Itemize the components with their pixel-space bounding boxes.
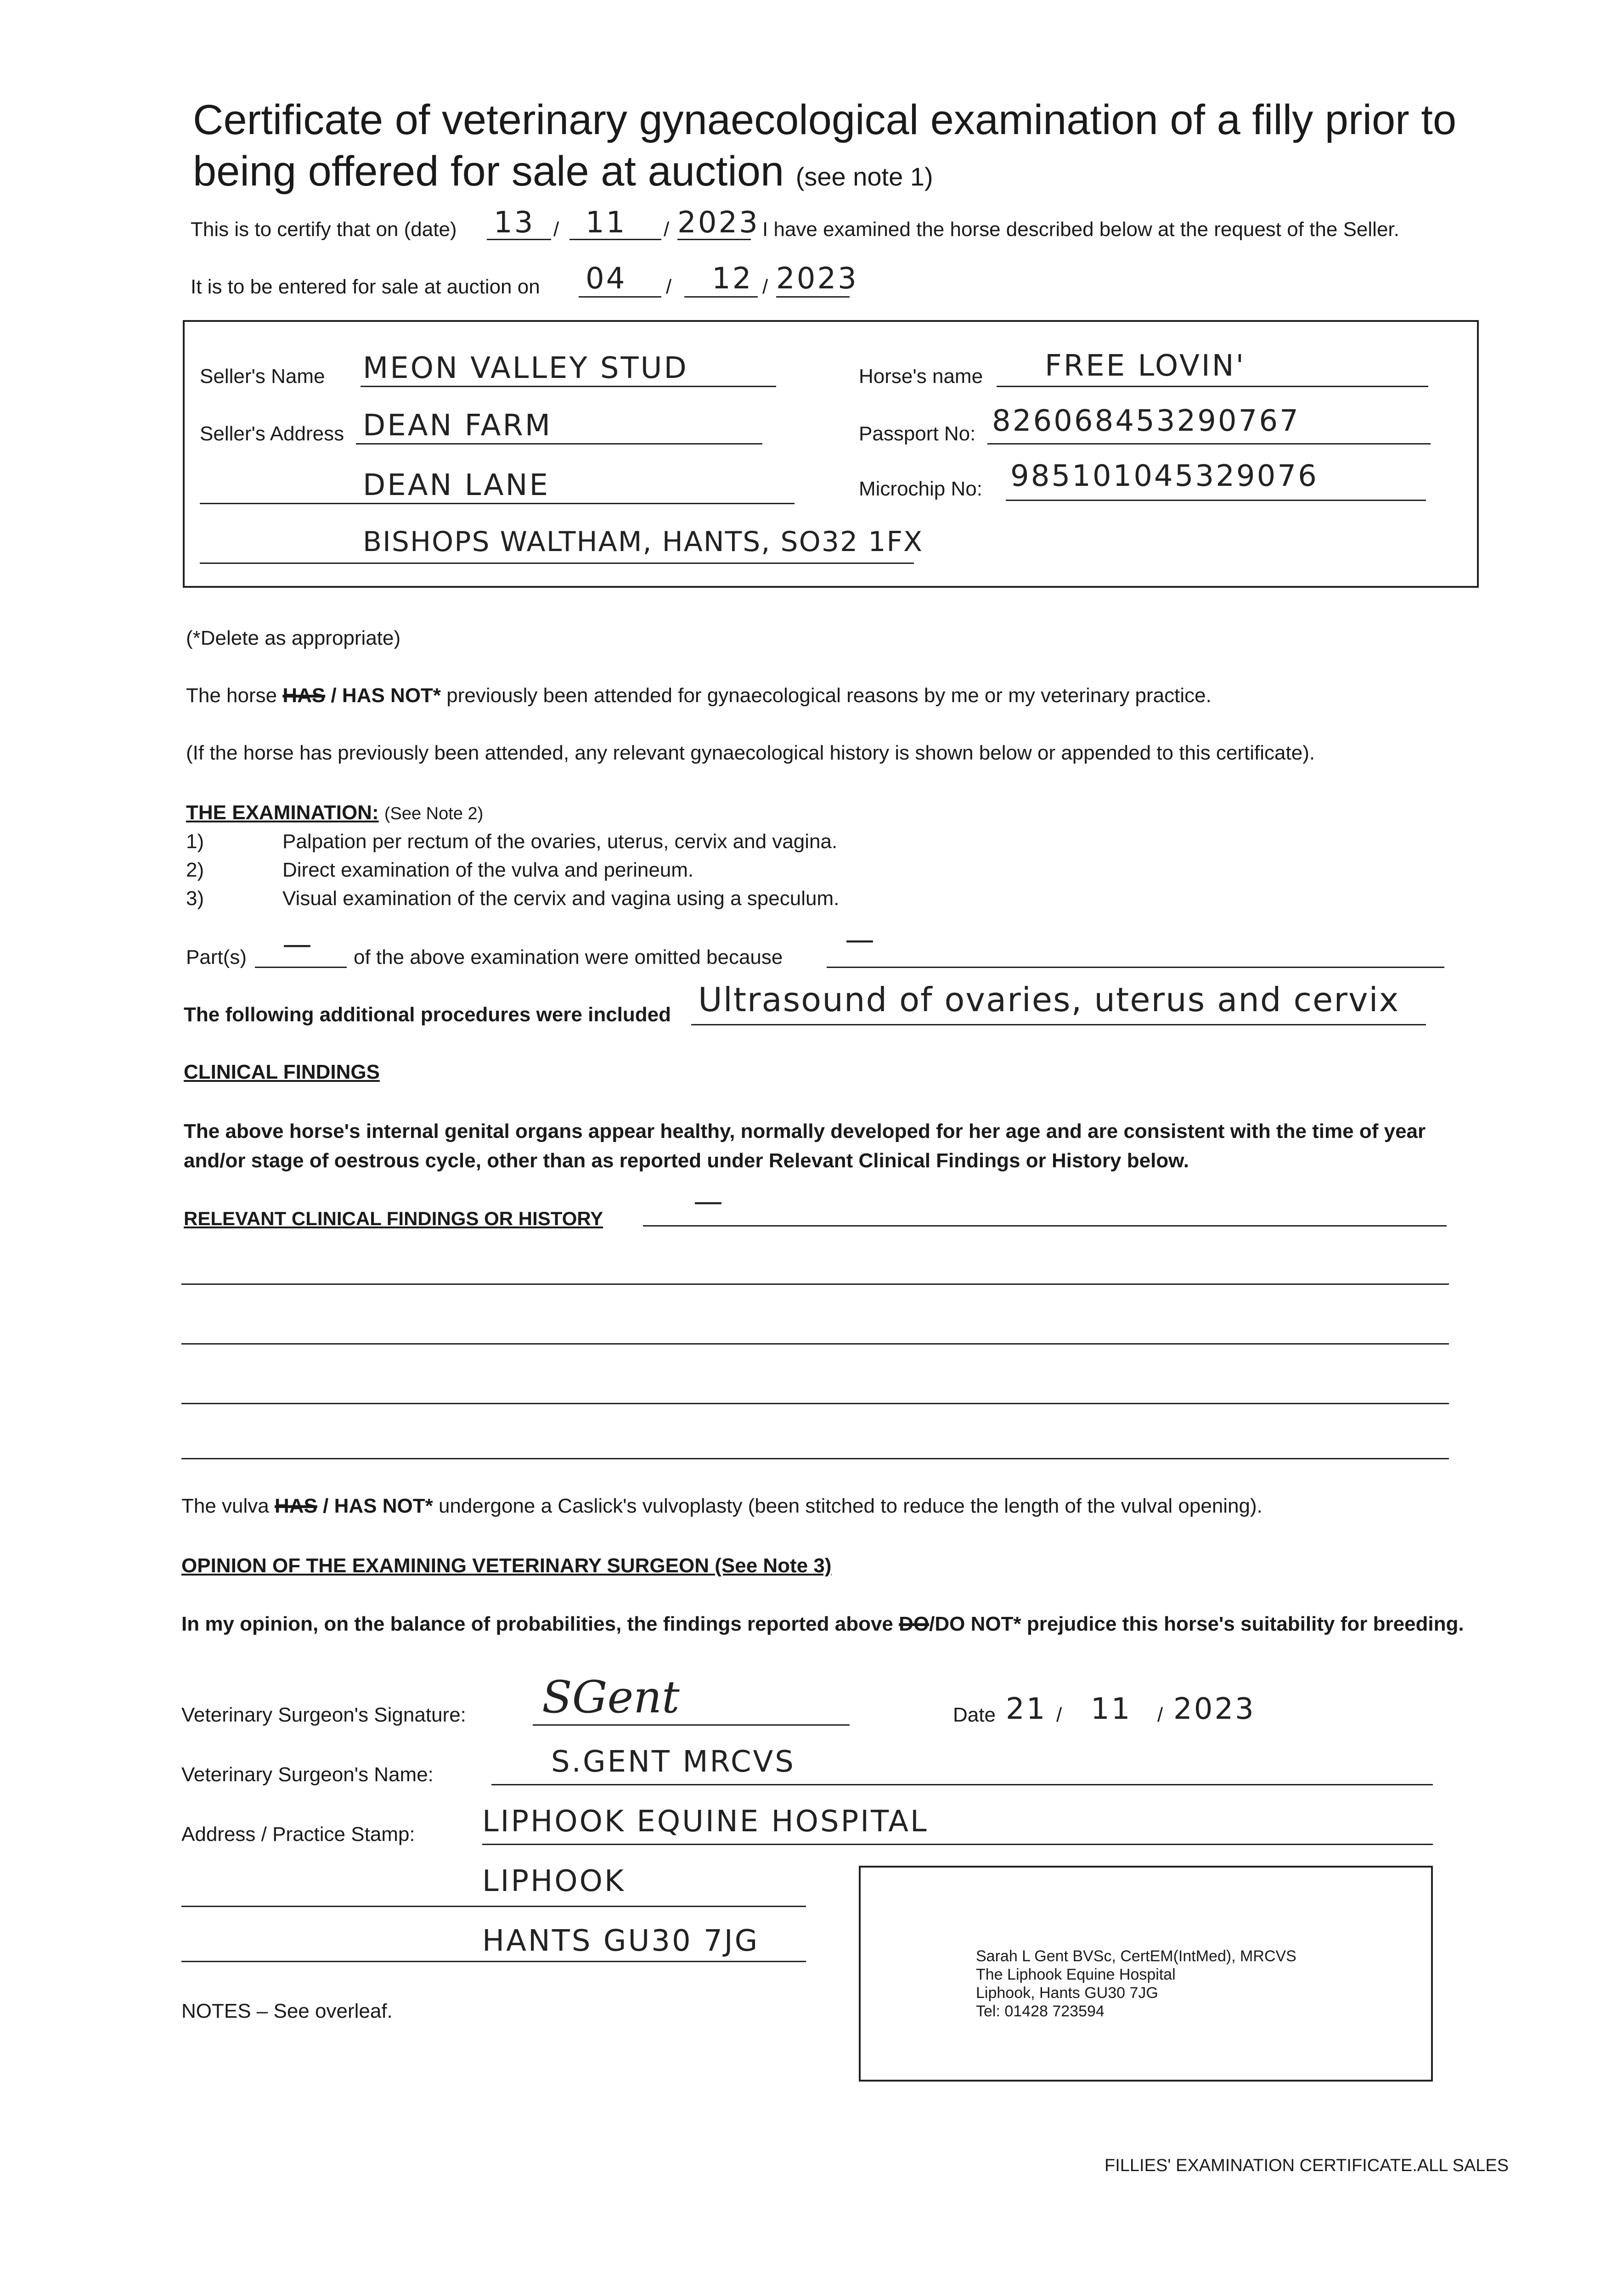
microchip-number: 985101045329076 <box>1010 459 1319 493</box>
relevant-value: — <box>693 1185 725 1219</box>
surgeon-name-label: Veterinary Surgeon's Name: <box>181 1763 434 1786</box>
certify-year: 2023 <box>677 206 760 240</box>
exam-item-3-num: 3) <box>186 887 204 910</box>
certificate-page: Certificate of veterinary gynaecological examination of a filly prior to being offered for sale at auction (see note 1) This is to certify that on (date) 13 / 11 / 2023 I have examined the horse described below at the request of the Seller. It is to be entered for sale at auction on 04 / 12 / 2023 Seller's Name MEON VALLEY STUD Seller's Address DEAN FARM DEAN LANE BISHOPS WALTHAM, HANTS, SO32 1FX Horse's name FREE LOVIN' Passport No: 826068453290767 Microchip No: 985101045329076 (*Delete as appropriate) The horse HAS / HAS NOT* previously been attended for gynaecological reasons by me or my veterinary practice. (If the horse has previously been attended, any relevant gynaecological history is shown below or appended to this certificate). THE EXAMINATION: (See Note 2) 1) Palpation per rectum of the ovaries, uterus, cervix and vagina. 2) Direct examination of the vulva and perineum. 3) Visual examination of the cervix and vagina using a speculum. Part(s) — of the above examination were omitted because — The following additional procedures were included Ultrasound of ovaries, uterus and cervix CLINICAL FINDINGS The above horse's internal genital organs appear healthy, normally developed for her age and are consistent with the time of year and/or stage of oestrous cycle, other than as reported under Relevant Clinical Findings or History below. RELEVANT CLINICAL FINDINGS OR HISTORY — The vulva HAS / HAS NOT* undergone a Caslick's vulvoplasty (been stitched to reduce the length of the vulval opening). OPINION OF THE EXAMINING VETERINARY SURGEON (See Note 3) In my opinion, on the balance of probabilities, the findings reported above DO/DO NOT* prejudice this horse's suitability for breeding. Veterinary Surgeon's Signature: SGent Date 21 / 11 / 2023 Veterinary Surgeon's Name: S.GENT MRCVS Address / Practice Stamp: LIPHOOK EQUINE HOSPITAL LIPHOOK HANTS GU30 7JG Sarah L Gent BVSc, CertEM(IntMed), MRCVS The Liphook Equine Hospital Liphook, Hants GU30 7JG Tel: 01428 723594 NOTES – See overleaf. FILLIES' EXAMINATION CERTIFICATE.ALL SALES <box>0 0 1623 2296</box>
opinion-suffix: prejudice this horse's suitability for breeding. <box>1026 1613 1464 1635</box>
findings-line-2 <box>181 1343 1449 1345</box>
footer-text: FILLIES' EXAMINATION CERTIFICATE.ALL SALES <box>1105 2156 1509 2175</box>
seller-name: MEON VALLEY STUD <box>363 351 688 385</box>
omitted-prefix: Part(s) <box>186 946 247 968</box>
auction-day: 04 <box>586 262 627 296</box>
date-year: 2023 <box>1173 1692 1256 1726</box>
opinion-kept: /DO NOT* <box>929 1613 1021 1635</box>
vulva-struck: HAS <box>275 1495 317 1517</box>
delete-note: (*Delete as appropriate) <box>186 627 401 649</box>
findings-line-4 <box>181 1458 1449 1459</box>
certify-day: 13 <box>494 206 535 240</box>
passport-label: Passport No: <box>859 422 976 445</box>
attended-prefix: The horse <box>186 684 277 707</box>
certify-prefix: This is to certify that on (date) <box>191 218 457 241</box>
auction-prefix: It is to be entered for sale at auction on <box>191 276 540 298</box>
vulva-prefix: The vulva <box>181 1495 269 1517</box>
surgeon-address-1: LIPHOOK EQUINE HOSPITAL <box>482 1805 929 1839</box>
date-label: Date <box>953 1704 996 1726</box>
surgeon-address-2: LIPHOOK <box>482 1864 626 1898</box>
opinion-prefix: In my opinion, on the balance of probabilities, the findings reported above <box>181 1613 893 1635</box>
examination-heading: THE EXAMINATION: <box>186 801 379 824</box>
seller-address-label: Seller's Address <box>200 422 344 445</box>
practice-stamp: Sarah L Gent BVSc, CertEM(IntMed), MRCVS The Liphook Equine Hospital Liphook, Hants GU30 7JG Tel: 01428 723594 <box>976 1947 1296 2020</box>
page-title <box>193 94 1525 203</box>
date-month: 11 <box>1091 1692 1132 1726</box>
seller-address-1: DEAN FARM <box>363 409 552 443</box>
exam-item-2-text: Direct examination of the vulva and perineum. <box>282 859 694 881</box>
surgeon-address-3: HANTS GU30 7JG <box>482 1924 760 1958</box>
auction-year: 2023 <box>776 262 858 296</box>
omitted-reason: — <box>845 923 876 957</box>
horse-name-label: Horse's name <box>859 365 983 388</box>
additional-label: The following additional procedures were included <box>184 1003 671 1026</box>
findings-line-1 <box>181 1283 1449 1285</box>
vulva-line <box>181 1495 1262 1518</box>
omitted-middle: of the above examination were omitted because <box>354 946 783 968</box>
passport-number: 826068453290767 <box>992 404 1300 438</box>
certify-month: 11 <box>586 206 627 240</box>
surgeon-name: S.GENT MRCVS <box>551 1745 795 1779</box>
clinical-heading: CLINICAL FINDINGS <box>184 1061 380 1083</box>
opinion-heading: OPINION OF THE EXAMINING VETERINARY SURGEON (See Note 3) <box>181 1554 832 1577</box>
attended-struck: HAS <box>282 684 326 707</box>
horse-name: FREE LOVIN' <box>1045 349 1246 383</box>
seller-address-3: BISHOPS WALTHAM, HANTS, SO32 1FX <box>363 526 924 558</box>
clinical-statement: The above horse's internal genital organs appear healthy, normally developed for her age and are consistent with the time of year and/or stage of oestrous cycle, other than as reported under Relevant Clinical Findings or History below. <box>184 1120 1426 1172</box>
attended-line <box>186 684 1212 707</box>
signature-value: SGent <box>542 1671 680 1723</box>
title-main: Certificate of veterinary gynaecological examination of a filly prior to being offered for sale at auction <box>193 96 1457 195</box>
signature-label: Veterinary Surgeon's Signature: <box>181 1704 466 1726</box>
microchip-label: Microchip No: <box>859 478 982 500</box>
seller-address-2: DEAN LANE <box>363 468 550 502</box>
vulva-suffix: undergone a Caslick's vulvoplasty (been stitched to reduce the length of the vulval opening). <box>438 1495 1262 1517</box>
exam-item-1-num: 1) <box>186 830 204 853</box>
relevant-heading: RELEVANT CLINICAL FINDINGS OR HISTORY <box>184 1208 603 1229</box>
exam-item-2-num: 2) <box>186 859 204 881</box>
date-day: 21 <box>1006 1692 1047 1726</box>
history-note: (If the horse has previously been attended, any relevant gynaecological history is shown below or appended to this certificate). <box>186 742 1315 764</box>
exam-item-3-text: Visual examination of the cervix and vagina using a speculum. <box>282 887 840 910</box>
examination-heading-note: (See Note 2) <box>384 804 484 823</box>
auction-month: 12 <box>712 262 753 296</box>
opinion-statement <box>181 1609 1467 1639</box>
opinion-struck: DO <box>899 1613 930 1635</box>
exam-item-1-text: Palpation per rectum of the ovaries, uterus, cervix and vagina. <box>282 830 838 853</box>
examination-heading-row <box>186 801 483 824</box>
attended-kept: / HAS NOT* <box>331 684 441 707</box>
certify-suffix: I have examined the horse described below at the request of the Seller. <box>762 218 1399 241</box>
vulva-kept: / HAS NOT* <box>323 1495 433 1517</box>
seller-name-label: Seller's Name <box>200 365 325 388</box>
findings-line-3 <box>181 1403 1449 1404</box>
omitted-parts: — <box>282 928 314 962</box>
attended-suffix: previously been attended for gynaecological reasons by me or my veterinary practice. <box>446 684 1212 707</box>
additional-value: Ultrasound of ovaries, uterus and cervix <box>698 980 1400 1019</box>
title-note: (see note 1) <box>795 162 933 191</box>
notes-text: NOTES – See overleaf. <box>181 2000 393 2022</box>
surgeon-address-label: Address / Practice Stamp: <box>181 1823 415 1846</box>
